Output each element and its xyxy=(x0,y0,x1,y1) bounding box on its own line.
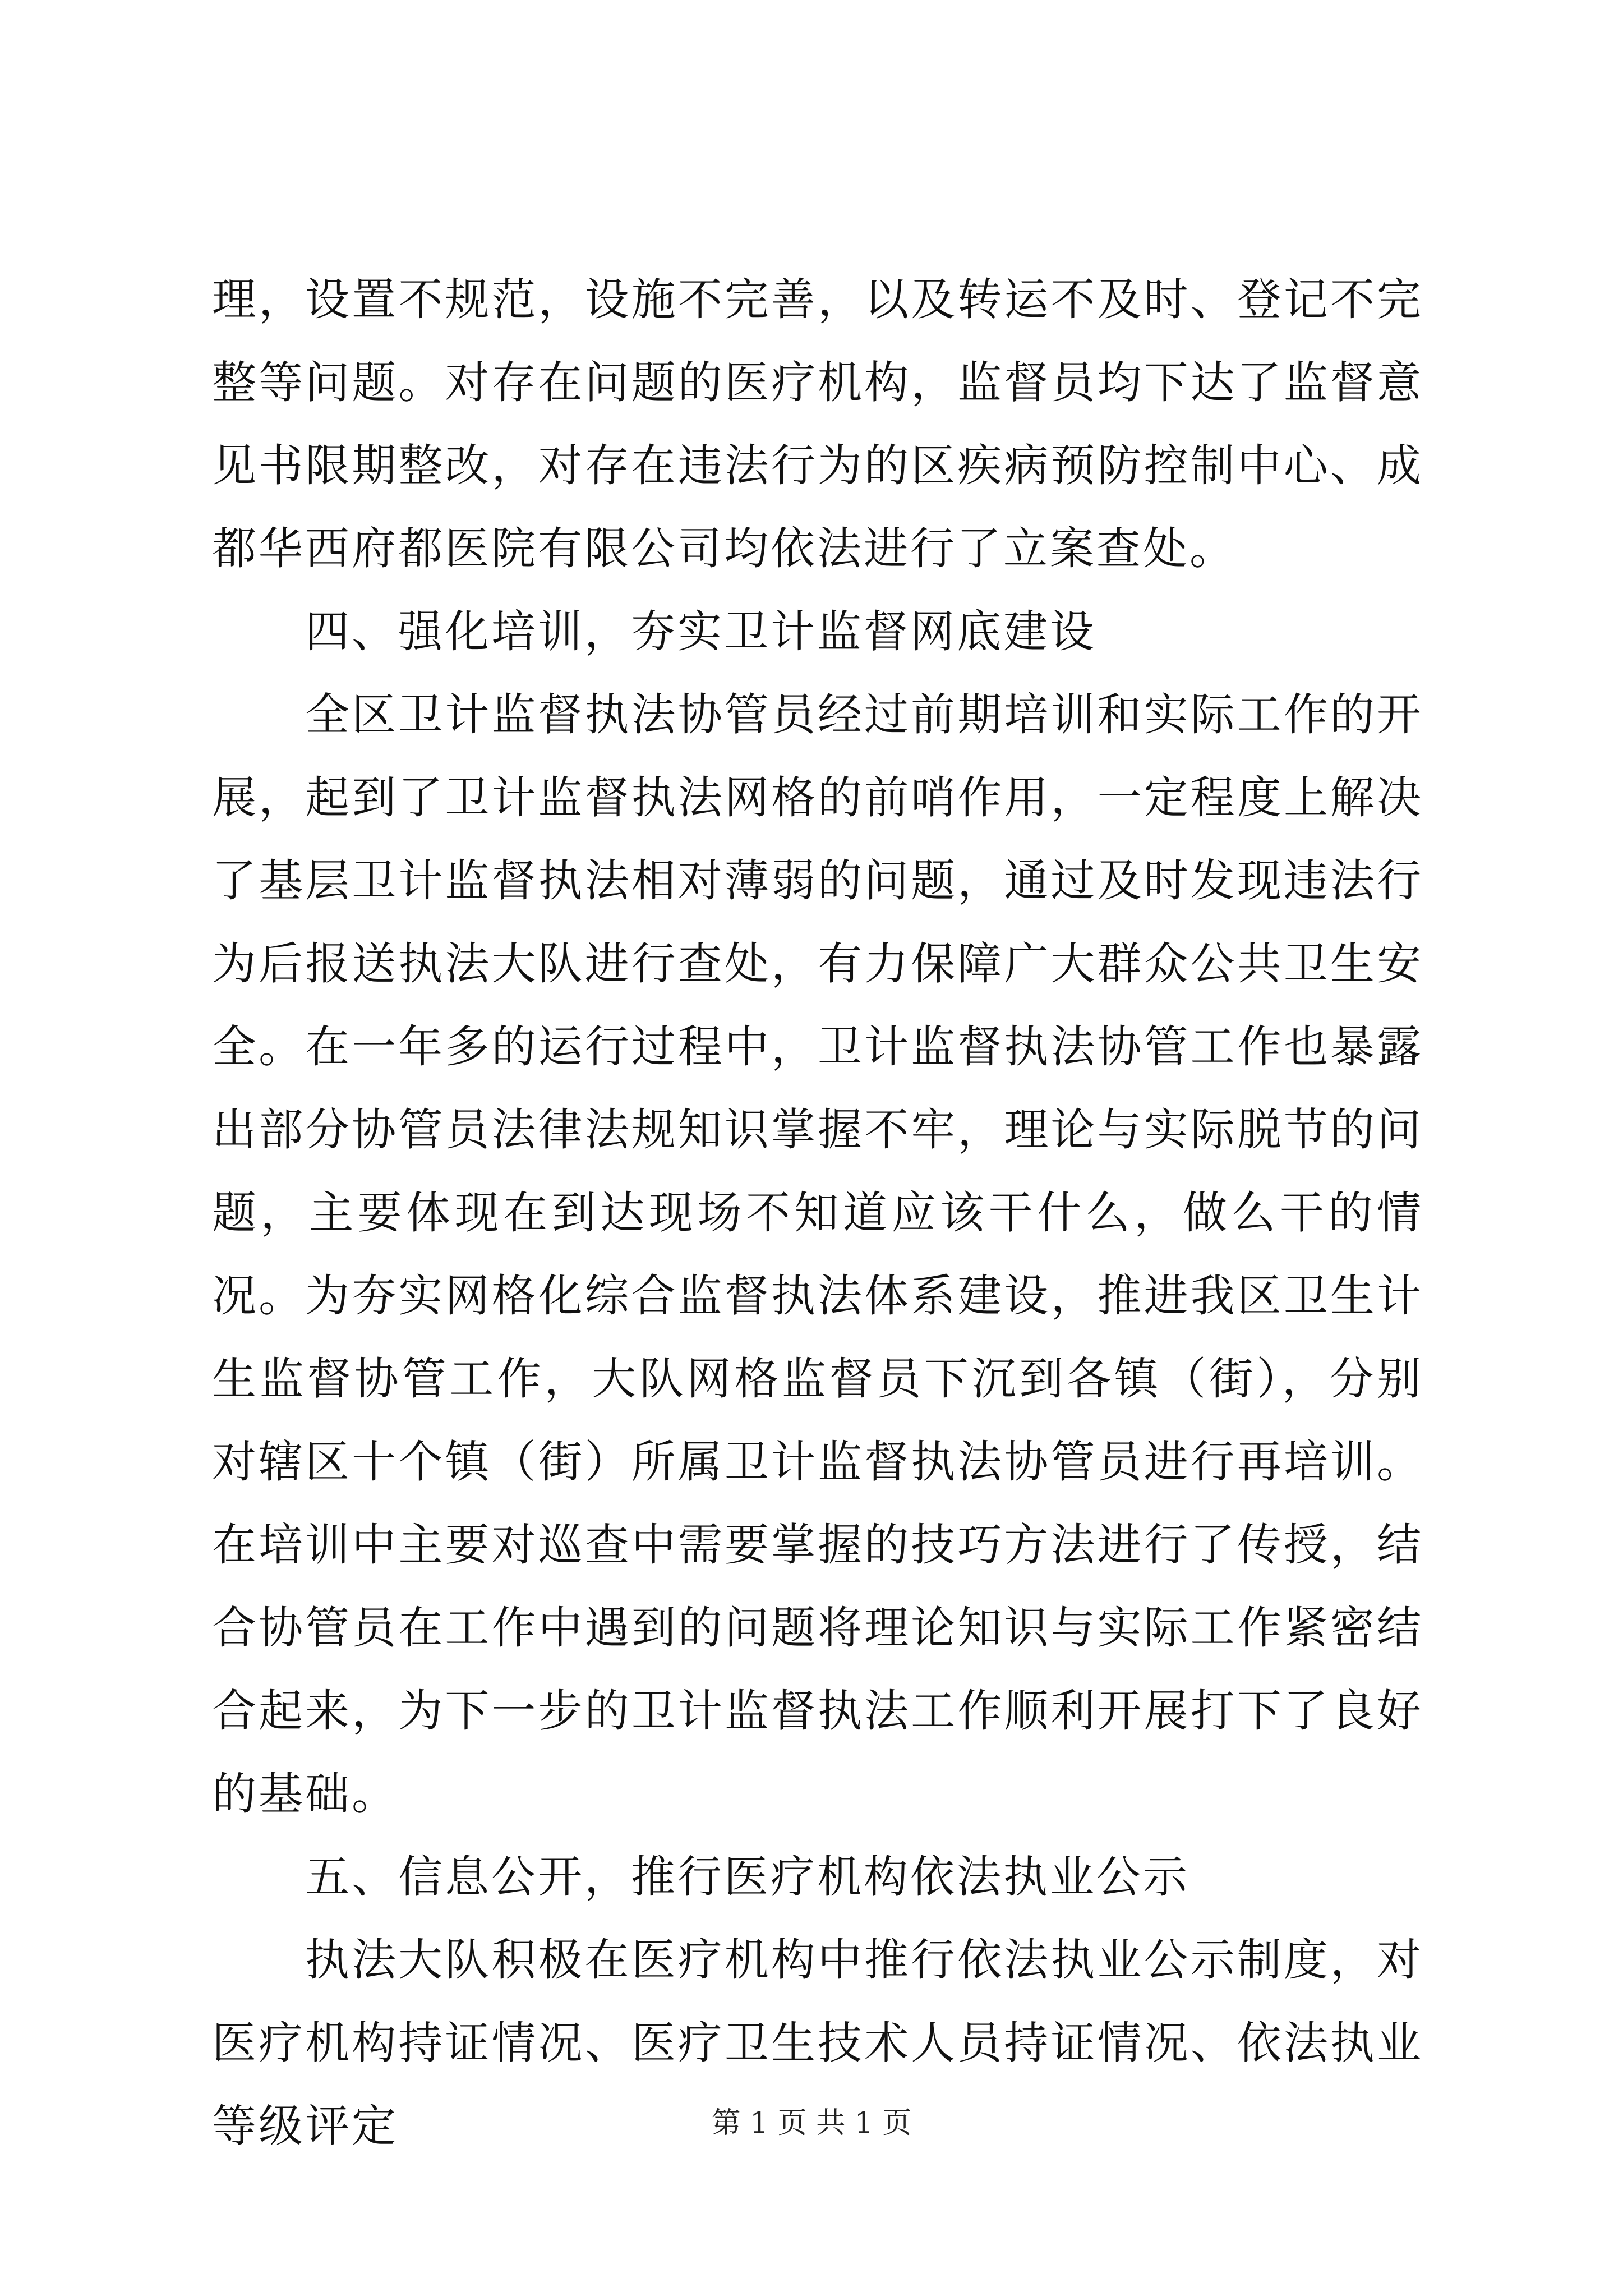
document-body xyxy=(212,258,1423,2168)
paragraph-continuation: 理，设置不规范，设施不完善，以及转运不及时、登记不完整等问题。对存在问题的医疗机构，监督员均下达了监督意见书限期整改，对存在违法行为的区疾病预防控制中心、成都华西府都医院有限公司均依法进行了立案查处。 xyxy=(212,274,1423,574)
section-heading-training: 四、强化培训，夯实卫计监督网底建设 xyxy=(305,606,1096,657)
paragraph-training: 全区卫计监督执法协管员经过前期培训和实际工作的开展，起到了卫计监督执法网格的前哨作用，一定程度上解决了基层卫计监督执法相对薄弱的问题，通过及时发现违法行为后报送执法大队进行查处，有力保障广大群众公共卫生安全。在一年多的运行过程中，卫计监督执法协管工作也暴露出部分协管员法律法规知识掌握不牢，理论与实际脱节的问题，主要体现在到达现场不知道应该干什么，做么干的情况。为夯实网格化综合监督执法体系建设，推进我区卫生计生监督协管工作，大队网格监督员下沉到各镇（街），分别对辖区十个镇（街）所属卫计监督执法协管员进行再培训。在培训中主要对巡查中需要掌握的技巧方法进行了传授，结合协管员在工作中遇到的问题将理论知识与实际工作紧密结合起来，为下一步的卫计监督执法工作顺利开展打下了良好的基础。 xyxy=(212,689,1423,1820)
page-footer: 第 1 页 共 1 页 xyxy=(711,2106,912,2140)
paragraph-disclosure: 执法大队积极在医疗机构中推行依法执业公示制度，对医疗机构持证情况、医疗卫生技术人员持证情况、依法执业等级评定 xyxy=(212,1934,1423,2152)
section-heading-disclosure: 五、信息公开，推行医疗机构依法执业公示 xyxy=(305,1851,1189,1903)
